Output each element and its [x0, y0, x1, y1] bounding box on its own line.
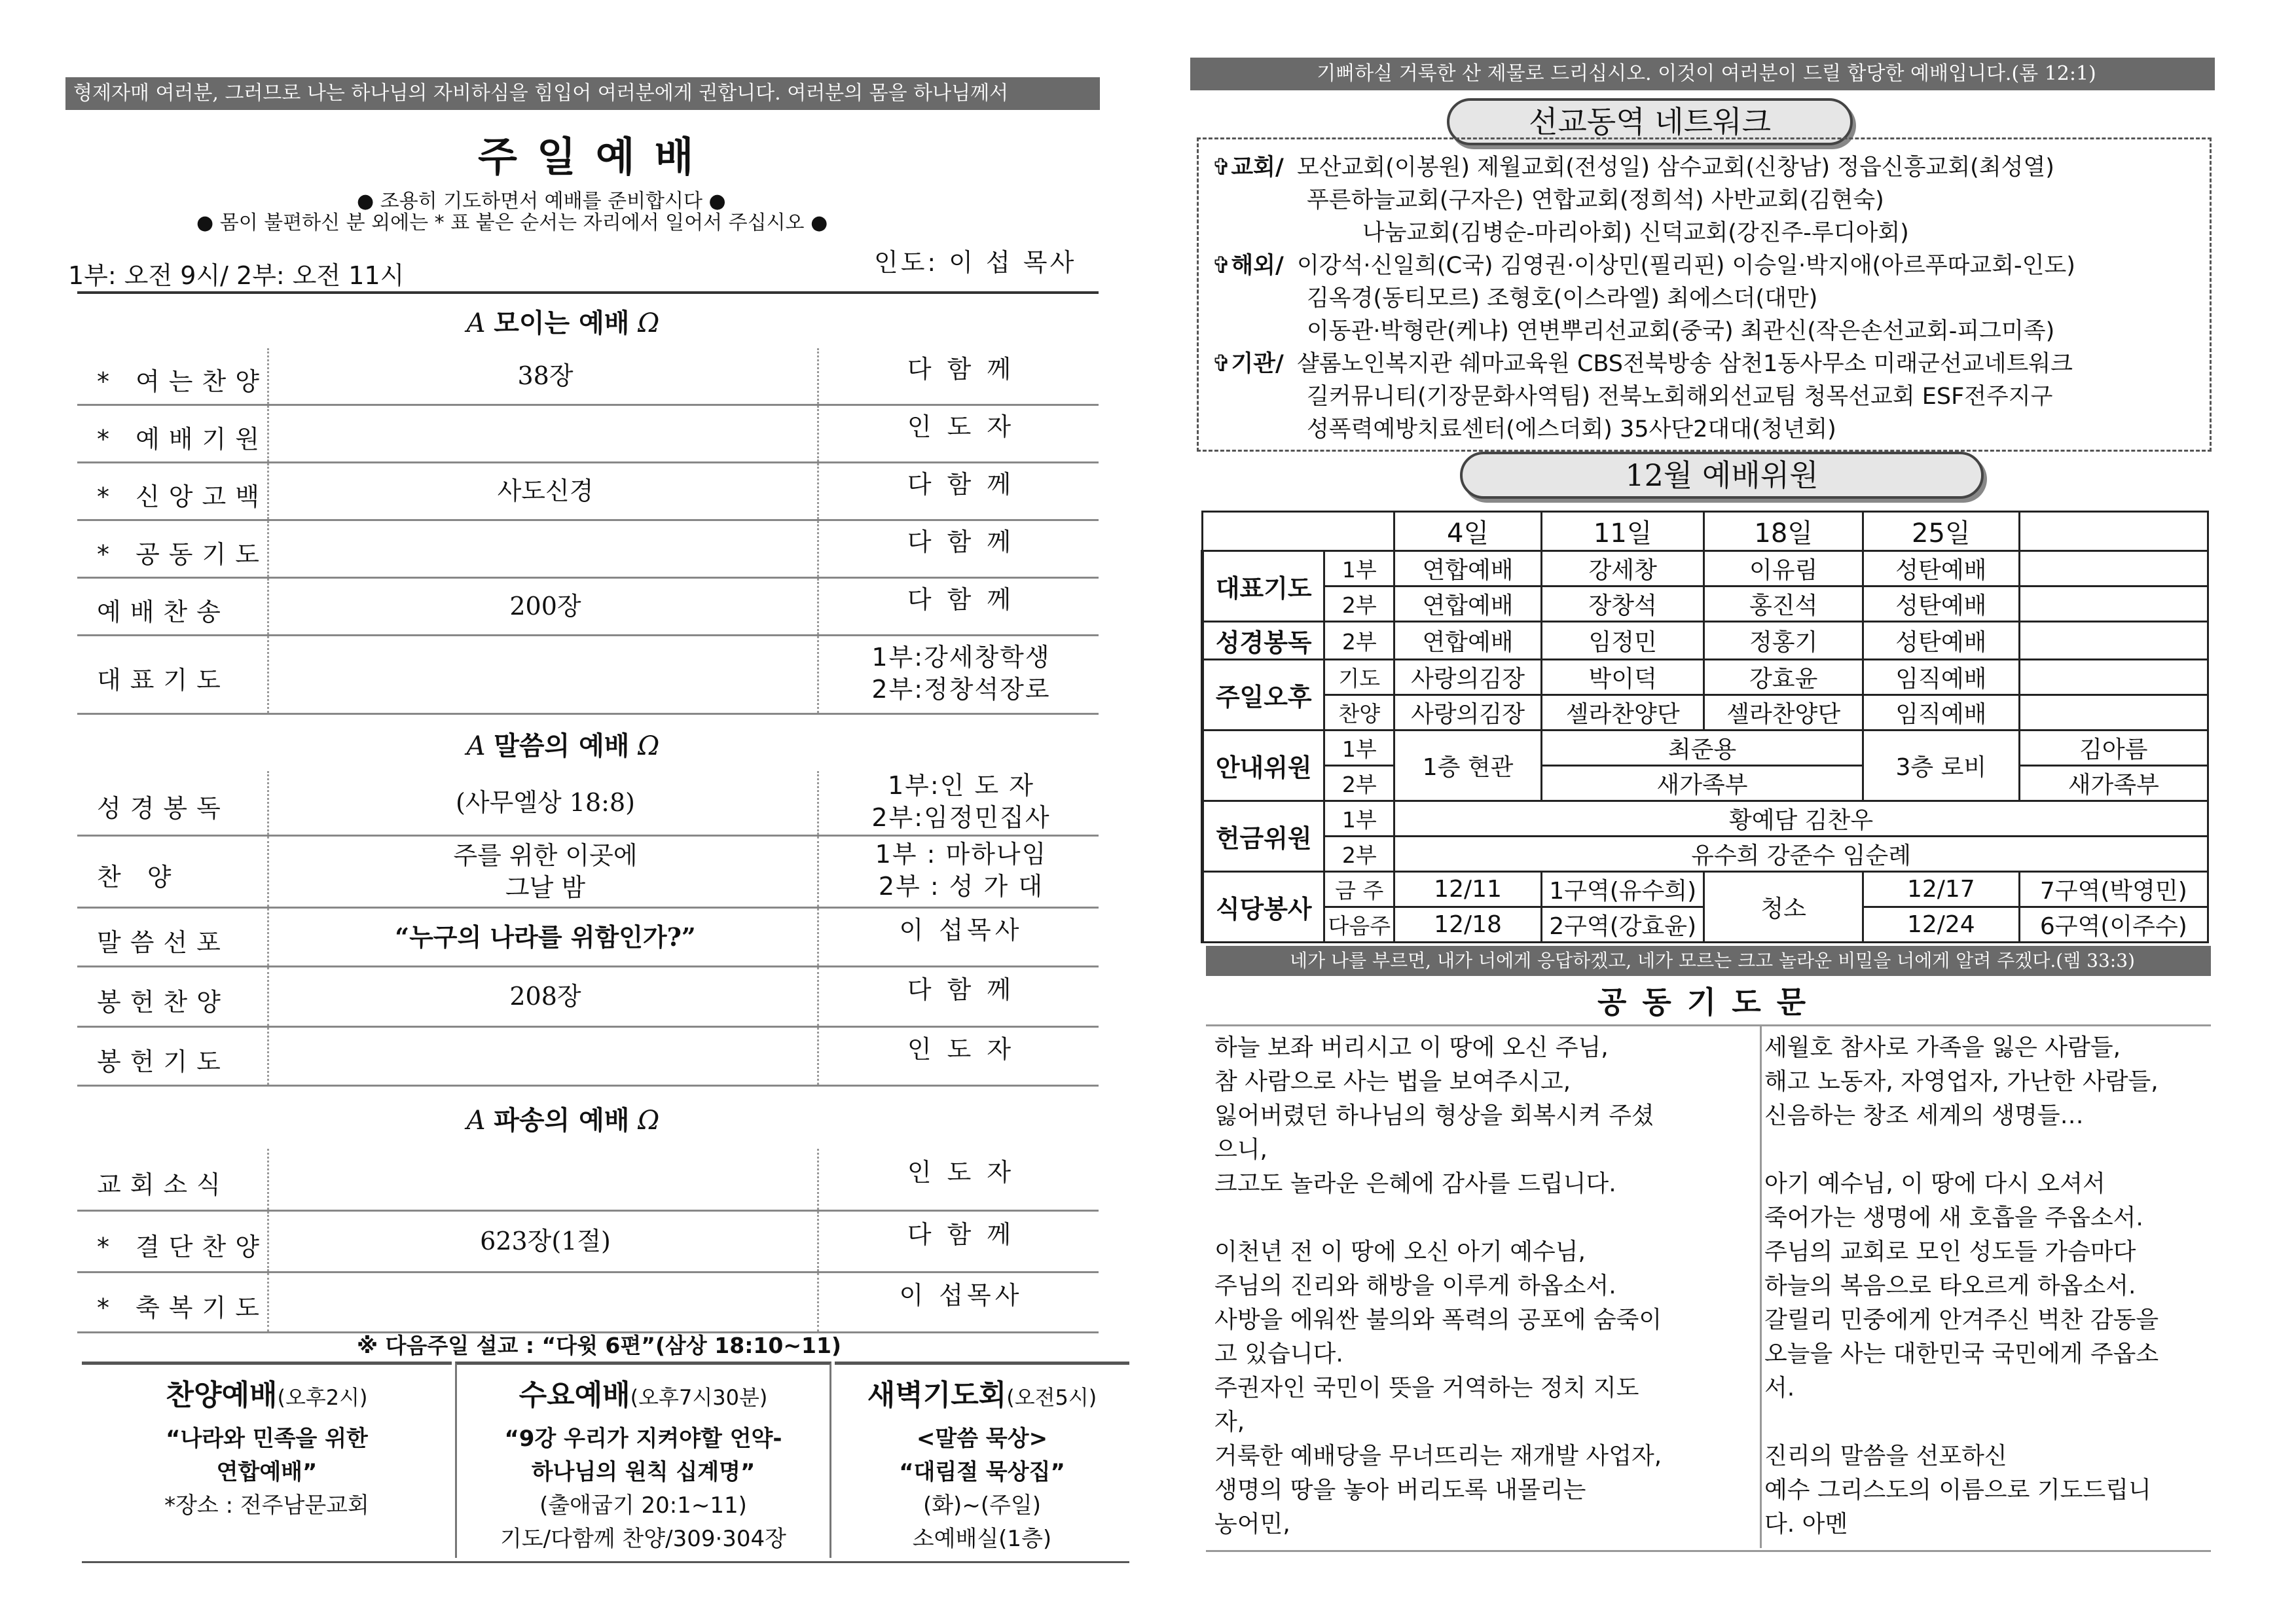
- notice-2: ● 몸이 불편하신 분 외에는 * 표 붙은 순서는 자리에서 일어서 주십시오 ●: [196, 211, 828, 234]
- order-row: [77, 463, 1099, 521]
- dawn-line: 소예배실(1층): [912, 1526, 1052, 1552]
- prayer-line: 크고도 놀라운 은혜에 감사를 드립니다.: [1214, 1170, 1616, 1197]
- section-heading: [72, 302, 1054, 340]
- praise-title: 찬양예배: [166, 1379, 278, 1412]
- empty-cell: [2019, 586, 2208, 622]
- page-title: 주일예배: [478, 133, 714, 181]
- table-cell: 청소: [1704, 872, 1863, 943]
- row-label: 식당봉사: [1203, 872, 1324, 943]
- dotted-divider: [267, 837, 269, 907]
- prayer-line: 고 있습니다.: [1214, 1341, 1343, 1367]
- dotted-divider: [817, 771, 819, 835]
- order-content: “누구의 나라를 위함인가?”: [395, 922, 696, 952]
- order-leader: 인 도 자: [907, 1158, 1015, 1187]
- dotted-divider: [817, 1149, 819, 1210]
- order-leader: 이 섭목사: [899, 1281, 1023, 1310]
- wednesday-time: (오후7시30분): [630, 1385, 768, 1410]
- dawn-time: (오전5시): [1006, 1385, 1097, 1410]
- table-cell: 임직예배: [1863, 660, 2019, 695]
- date-header: 11일: [1541, 512, 1704, 551]
- order-leader: 인 도 자: [907, 412, 1015, 441]
- part-label: 기도: [1324, 660, 1394, 695]
- praise-line: *장소 : 전주남문교회: [164, 1492, 369, 1519]
- table-cell: 셀라찬양단: [1541, 695, 1704, 731]
- dotted-divider: [817, 967, 819, 1026]
- table-cell: 성탄예배: [1863, 551, 2019, 586]
- omega-glyph-icon: Ω: [629, 1106, 660, 1136]
- prayer-line: 주권자인 국민이 뜻을 거역하는 정치 지도: [1214, 1375, 1639, 1401]
- prayer-line: 신음하는 창조 세계의 생명들…: [1764, 1102, 2084, 1129]
- empty-cell: [2019, 660, 2208, 695]
- date-header: 18일: [1704, 512, 1863, 551]
- table-cell: 강효윤: [1704, 660, 1863, 695]
- section-name: 모이는 예배: [494, 308, 630, 338]
- order-leader: 다 함 께: [907, 355, 1015, 384]
- part-label: 금 주: [1324, 872, 1394, 907]
- dotted-divider: [267, 909, 269, 965]
- section-heading: [72, 1100, 1054, 1137]
- part-label: 다음주: [1324, 907, 1394, 943]
- network-line: 길커뮤니티(기장문화사역팀) 전북노회해외선교팀 청목선교회 ESF전주지구: [1307, 384, 2053, 410]
- dotted-divider: [817, 1212, 819, 1271]
- alpha-glyph-icon: A: [466, 308, 494, 338]
- network-line: 이동관·박형란(케냐) 연변뿌리선교회(중국) 최관신(작은손선교회-피그미족): [1307, 318, 2055, 344]
- bottom-box-praise: [82, 1362, 452, 1558]
- dotted-divider: [267, 1028, 269, 1085]
- part-label: 1부: [1324, 551, 1394, 586]
- table-cell: 연합예배: [1394, 551, 1542, 586]
- dotted-divider: [817, 837, 819, 907]
- dotted-divider: [817, 521, 819, 577]
- network-line: 성폭력예방치료센터(에스더회) 35사단2대대(청년회): [1307, 416, 1836, 442]
- order-row: [77, 837, 1099, 909]
- order-label: * 여는찬양: [97, 367, 268, 396]
- notice-1: ● 조용히 기도하면서 예배를 준비합시다 ●: [357, 190, 726, 213]
- prayer-line: 거룩한 예배당을 무너뜨리는 재개발 사업자,: [1214, 1443, 1662, 1470]
- order-leader: 다 함 께: [907, 975, 1015, 1004]
- dotted-divider: [817, 1273, 819, 1331]
- dotted-divider: [817, 636, 819, 713]
- table-cell: 7구역(박영민): [2019, 872, 2208, 907]
- bottom-box-dawn: [835, 1362, 1129, 1558]
- dawn-line: <말씀 묵상>: [916, 1426, 1048, 1452]
- service-leader: 인도: 이 섭 목사: [874, 248, 1077, 277]
- order-row: [77, 636, 1099, 715]
- prayer-line: 참 사람으로 사는 법을 보여주시고,: [1214, 1068, 1571, 1095]
- prayer-line: [1764, 1133, 2255, 1167]
- network-line: 나눔교회(김병순-마리아회) 신덕교회(강진주-루디아회): [1362, 220, 1909, 246]
- table-cell: 유수희 강준수 임순례: [1394, 837, 2208, 872]
- table-cell: 12/18: [1394, 907, 1542, 943]
- wednesday-line: 하나님의 원칙 십계명”: [531, 1459, 756, 1485]
- right-banner: 기뻐하실 거룩한 산 제물로 드리십시오. 이것이 여러분이 드릴 합당한 예배입니다.(롬 12:1): [1190, 58, 2215, 90]
- section-name: 말씀의 예배: [494, 731, 630, 761]
- part-label: 2부: [1324, 766, 1394, 801]
- wednesday-line: “9강 우리가 지켜야할 언약-: [504, 1426, 782, 1452]
- next-sermon: ※ 다음주일 설교 : “다윗 6편”(삼상 18:10~11): [357, 1333, 841, 1358]
- prayer-line: 서.: [1764, 1375, 1795, 1401]
- order-row: [77, 771, 1099, 837]
- prayer-bottom-rule: [1206, 1550, 2211, 1552]
- table-cell: 임직예배: [1863, 695, 2019, 731]
- prayer-left: [1214, 1031, 1758, 1542]
- network-line: 김옥경(동티모르) 조형호(이스라엘) 최에스더(대만): [1307, 285, 1818, 312]
- table-cell: 임정민: [1541, 622, 1704, 660]
- network-line: 푸른하늘교회(구자은) 연합교회(정희석) 사반교회(김현숙): [1307, 187, 1884, 213]
- order-leader: 이 섭목사: [899, 916, 1023, 945]
- order-row: [77, 1273, 1099, 1333]
- dotted-divider: [817, 579, 819, 634]
- network-church-key: ✞교회/: [1212, 154, 1284, 181]
- order-row: [77, 1028, 1099, 1087]
- order-label: 봉헌찬양: [97, 988, 230, 1017]
- order-label: 말씀선포: [97, 928, 230, 957]
- order-content: 주를 위한 이곳에 그날 밤: [453, 841, 638, 903]
- empty-cell: [2019, 622, 2208, 660]
- dawn-line: (화)~(주일): [922, 1492, 1042, 1519]
- table-cell: 강세창: [1541, 551, 1704, 586]
- table-cell: 사랑의김장: [1394, 660, 1542, 695]
- prayer-line: 이천년 전 이 땅에 오신 아기 예수님,: [1214, 1238, 1586, 1265]
- date-header: 25일: [1863, 512, 2019, 551]
- order-label: * 예배기원: [97, 425, 268, 454]
- table-cell: 새가족부: [1541, 766, 1863, 801]
- row-label: 안내위원: [1203, 731, 1324, 801]
- order-label: * 공동기도: [97, 540, 268, 569]
- order-leader: 다 함 께: [907, 585, 1015, 614]
- part-label: 1부: [1324, 731, 1394, 766]
- order-row: [77, 579, 1099, 636]
- order-label: 찬 양: [97, 863, 181, 892]
- order-leader: 인 도 자: [907, 1035, 1015, 1064]
- order-leader: 다 함 께: [907, 470, 1015, 499]
- prayer-top-rule: [1206, 1024, 2211, 1026]
- table-cell: 박이덕: [1541, 660, 1704, 695]
- alpha-glyph-icon: A: [466, 731, 494, 761]
- dotted-divider: [267, 636, 269, 713]
- prayer-line: 세월호 참사로 가족을 잃은 사람들,: [1764, 1034, 2121, 1061]
- order-content: (사무엘상 18:8): [456, 788, 635, 817]
- dotted-divider: [267, 771, 269, 835]
- verse-banner: 네가 나를 부르면, 내가 너에게 응답하겠고, 네가 모르는 크고 놀라운 비밀을 너에게 알려 주겠다.(렘 33:3): [1206, 946, 2211, 976]
- table-cell: 6구역(이주수): [2019, 907, 2208, 943]
- table-cell: 새가족부: [2019, 766, 2208, 801]
- service-times: 1부: 오전 9시/ 2부: 오전 11시: [68, 261, 405, 290]
- date-header: 4일: [1394, 512, 1542, 551]
- dotted-divider: [817, 463, 819, 519]
- table-cell: 1층 현관: [1394, 731, 1542, 801]
- network-church: [1212, 151, 2196, 249]
- part-label: 2부: [1324, 837, 1394, 872]
- praise-line: 연합예배”: [216, 1459, 318, 1485]
- empty-cell: [2019, 695, 2208, 731]
- table-cell: 성탄예배: [1863, 622, 2019, 660]
- order-label: 교회소식: [97, 1170, 230, 1199]
- order-label: * 신앙고백: [97, 482, 268, 511]
- table-cell: 12/17: [1863, 872, 2019, 907]
- prayer-right: [1764, 1031, 2255, 1542]
- omega-glyph-icon: Ω: [629, 731, 660, 761]
- prayer-line: 갈릴리 민중에게 안겨주신 벅찬 감동을: [1764, 1307, 2159, 1333]
- order-row: [77, 521, 1099, 579]
- order-label: 봉헌기도: [97, 1047, 230, 1076]
- order-label: * 결단찬양: [97, 1233, 268, 1261]
- order-row: [77, 1212, 1099, 1273]
- alpha-glyph-icon: A: [466, 1106, 494, 1136]
- prayer-col-divider: [1760, 1024, 1762, 1548]
- praise-line: “나라와 민족을 위한: [166, 1426, 368, 1452]
- table-cell: 2구역(강효윤): [1541, 907, 1704, 943]
- prayer-line: 으니,: [1214, 1136, 1267, 1163]
- prayer-line: 사방을 에워싼 불의와 폭력의 공포에 숨죽이: [1214, 1307, 1662, 1333]
- prayer-line: 주님의 진리와 해방을 이루게 하옵소서.: [1214, 1272, 1616, 1299]
- prayer-line: 하늘 보좌 버리시고 이 땅에 오신 주님,: [1214, 1034, 1609, 1061]
- wednesday-line: 기도/다함께 찬양/309·304장: [500, 1526, 787, 1552]
- order-leader: 다 함 께: [907, 528, 1015, 556]
- row-label: 헌금위원: [1203, 801, 1324, 872]
- row-label: 대표기도: [1203, 551, 1324, 622]
- network-box: [1197, 137, 2212, 452]
- table-cell: 황예담 김찬우: [1394, 801, 2208, 837]
- order-content: 사도신경: [497, 477, 594, 505]
- prayer-line: 주님의 교회로 모인 성도들 가슴마다: [1764, 1238, 2136, 1265]
- part-label: 찬양: [1324, 695, 1394, 731]
- part-label: 1부: [1324, 801, 1394, 837]
- prayer-line: 잃어버렸던 하나님의 형상을 회복시켜 주셨: [1214, 1102, 1654, 1129]
- part-label: 2부: [1324, 622, 1394, 660]
- row-label: 주일오후: [1203, 660, 1324, 731]
- order-label: 성경봉독: [97, 794, 230, 823]
- table-cell: 김아름: [2019, 731, 2208, 766]
- order-leader: 1부:인 도 자 2부:임정민집사: [871, 771, 1051, 833]
- dotted-divider: [817, 909, 819, 965]
- prayer-line: 생명의 땅을 놓아 버리도록 내몰리는: [1214, 1477, 1586, 1504]
- table-cell: 셀라찬양단: [1704, 695, 1863, 731]
- prayer-line: 진리의 말씀을 선포하신: [1764, 1443, 2007, 1470]
- prayer-line: 농어민,: [1214, 1511, 1290, 1538]
- order-label: * 축복기도: [97, 1293, 268, 1322]
- order-leader: 다 함 께: [907, 1220, 1015, 1249]
- network-agency: [1212, 348, 2196, 446]
- table-cell: 장창석: [1541, 586, 1704, 622]
- dotted-divider: [817, 1028, 819, 1085]
- table-cell: 이유림: [1704, 551, 1863, 586]
- order-content: 38장: [517, 361, 574, 390]
- order-leader: 1부 : 마하나임 2부 : 성 가 대: [875, 840, 1048, 901]
- network-line: 이강석·신일희(C국) 김영권·이상민(필리핀) 이승일·박지애(아르푸따교회-인도): [1297, 253, 2075, 279]
- prayer-line: [1764, 1405, 2255, 1439]
- section-name: 파송의 예배: [494, 1106, 630, 1136]
- table-cell: 정홍기: [1704, 622, 1863, 660]
- order-label: 대표기도: [97, 666, 230, 695]
- dawn-title: 새벽기도회: [867, 1379, 1007, 1412]
- order-row: [77, 348, 1099, 406]
- network-line: 샬롬노인복지관 쉐마교육원 CBS전북방송 삼천1동사무소 미래군선교네트워크: [1297, 351, 2073, 377]
- order-row: [77, 406, 1099, 463]
- prayer-line: 하늘의 복음으로 타오르게 하옵소서.: [1764, 1272, 2136, 1299]
- prayer-line: 다. 아멘: [1764, 1511, 1848, 1538]
- prayer-line: 아기 예수님, 이 땅에 다시 오셔서: [1764, 1170, 2105, 1197]
- network-line: 모산교회(이봉원) 제월교회(전성일) 삼수교회(신창남) 정읍신흥교회(최성열): [1297, 154, 2054, 181]
- dotted-divider: [267, 967, 269, 1026]
- table-cell: 최준용: [1541, 731, 1863, 766]
- network-overseas: [1212, 249, 2196, 348]
- bottom-rule: [82, 1561, 1129, 1563]
- table-cell: 12/24: [1863, 907, 2019, 943]
- table-cell: 연합예배: [1394, 586, 1542, 622]
- prayer-line: 예수 그리스도의 이름으로 기도드립니: [1764, 1477, 2151, 1504]
- dawn-line: “대림절 묵상집”: [899, 1459, 1065, 1485]
- order-row: [77, 1149, 1099, 1212]
- omega-glyph-icon: Ω: [629, 308, 660, 338]
- part-label: 2부: [1324, 586, 1394, 622]
- order-leader: 1부:강세창학생 2부:정창석장로: [871, 643, 1051, 704]
- order-content: 623장(1절): [480, 1227, 611, 1255]
- divider: [77, 291, 1099, 294]
- dotted-divider: [817, 406, 819, 461]
- dotted-divider: [267, 1149, 269, 1210]
- order-row: [77, 909, 1099, 967]
- table-corner: [1203, 512, 1394, 551]
- table-cell: 홍진석: [1704, 586, 1863, 622]
- praise-time: (오후2시): [277, 1385, 368, 1410]
- order-row: [77, 967, 1099, 1028]
- table-cell: 사랑의김장: [1394, 695, 1542, 731]
- wednesday-title: 수요예배: [519, 1379, 630, 1412]
- empty-cell: [2019, 512, 2208, 551]
- prayer-title: 공동기도문: [1597, 984, 1822, 1020]
- row-label: 성경봉독: [1203, 622, 1324, 660]
- order-content: 200장: [509, 592, 581, 621]
- bottom-box-wednesday: [455, 1362, 831, 1558]
- wednesday-line: (출애굽기 20:1~11): [539, 1492, 747, 1519]
- prayer-line: 오늘을 사는 대한민국 국민에게 주옵소: [1764, 1341, 2159, 1367]
- dotted-divider: [817, 348, 819, 404]
- prayer-line: [1214, 1201, 1758, 1235]
- order-label: 예배찬송: [97, 598, 230, 626]
- table-cell: 연합예배: [1394, 622, 1542, 660]
- left-banner: 형제자매 여러분, 그러므로 나는 하나님의 자비하심을 힘입어 여러분에게 권합니다. 여러분의 몸을 하나님께서: [65, 77, 1100, 110]
- network-agency-key: ✞기관/: [1212, 351, 1284, 377]
- prayer-line: 자,: [1214, 1409, 1245, 1435]
- committee-table: [1201, 511, 2209, 943]
- table-cell: 성탄예배: [1863, 586, 2019, 622]
- network-title: 선교동역 네트워크: [1447, 98, 1853, 145]
- table-cell: 1구역(유수희): [1541, 872, 1704, 907]
- order-content: 208장: [509, 982, 581, 1011]
- network-overseas-key: ✞해외/: [1212, 253, 1284, 279]
- table-cell: 3층 로비: [1863, 731, 2019, 801]
- section-heading: [72, 725, 1054, 763]
- table-cell: 12/11: [1394, 872, 1542, 907]
- committee-title: 12월 예배위원: [1460, 452, 1984, 499]
- prayer-line: 해고 노동자, 자영업자, 가난한 사람들,: [1764, 1068, 2159, 1095]
- dotted-divider: [267, 579, 269, 634]
- prayer-line: 죽어가는 생명에 새 호흡을 주옵소서.: [1764, 1204, 2143, 1231]
- empty-cell: [2019, 551, 2208, 586]
